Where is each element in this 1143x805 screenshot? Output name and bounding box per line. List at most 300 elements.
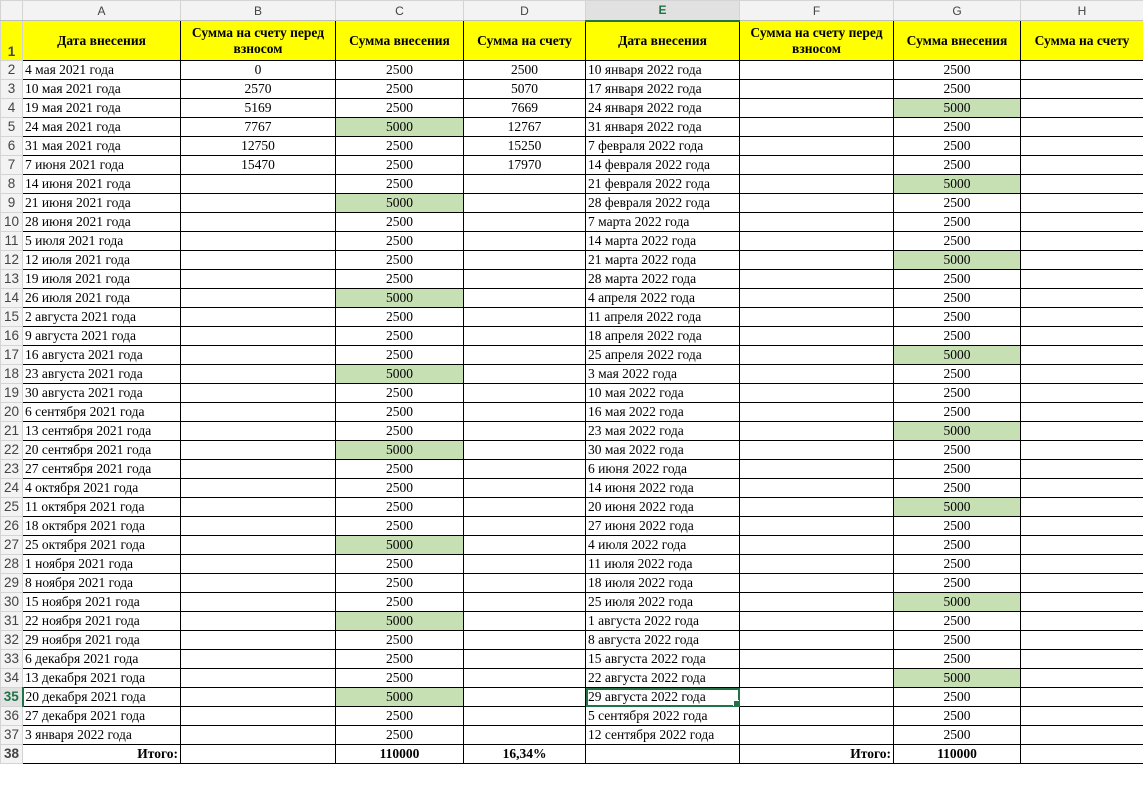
cell-deposit[interactable]: 5000 [336,365,464,384]
cell-deposit[interactable]: 2500 [336,156,464,175]
cell-balance-before[interactable] [740,669,894,688]
cell-date[interactable]: 1 ноября 2021 года [23,555,181,574]
cell-balance[interactable] [1021,270,1143,289]
cell-deposit[interactable]: 5000 [336,441,464,460]
cell-balance[interactable] [464,346,586,365]
active-cell[interactable]: 29 августа 2022 года [586,688,740,707]
cell-deposit[interactable]: 5000 [336,536,464,555]
cell-balance[interactable] [1021,650,1143,669]
column-header-f[interactable]: F [740,1,894,21]
row-number[interactable]: 38 [1,745,23,764]
cell-deposit[interactable]: 2500 [336,460,464,479]
cell-balance[interactable] [1021,726,1143,745]
cell-balance-before[interactable] [740,251,894,270]
cell-date[interactable]: 4 мая 2021 года [23,61,181,80]
cell-deposit[interactable]: 2500 [336,593,464,612]
cell-balance-before[interactable] [740,156,894,175]
total-label[interactable]: Итого: [740,745,894,764]
cell-deposit[interactable]: 5000 [336,289,464,308]
cell-balance-before[interactable] [740,270,894,289]
cell-balance[interactable] [1021,460,1143,479]
column-header-a[interactable]: A [23,1,181,21]
cell-deposit[interactable]: 2500 [336,327,464,346]
cell-balance-before[interactable] [181,479,336,498]
row-number[interactable]: 23 [1,460,23,479]
cell-balance[interactable] [464,232,586,251]
cell-deposit[interactable]: 2500 [336,574,464,593]
cell-balance-before[interactable] [181,270,336,289]
cell-date[interactable]: 29 ноября 2021 года [23,631,181,650]
cell-balance-before[interactable] [181,346,336,365]
cell-balance-before[interactable]: 2570 [181,80,336,99]
cell-deposit[interactable]: 2500 [894,688,1021,707]
cell-deposit[interactable]: 2500 [894,517,1021,536]
cell-deposit[interactable]: 2500 [894,650,1021,669]
cell-balance[interactable] [1021,479,1143,498]
cell-deposit[interactable]: 2500 [894,574,1021,593]
cell-balance-before[interactable] [181,631,336,650]
cell-balance-before[interactable] [181,441,336,460]
cell-balance[interactable] [1021,422,1143,441]
cell-balance-before[interactable] [181,365,336,384]
cell-deposit[interactable]: 2500 [336,270,464,289]
row-number[interactable]: 12 [1,251,23,270]
cell-date[interactable]: 21 марта 2022 года [586,251,740,270]
row-number[interactable]: 21 [1,422,23,441]
cell-balance[interactable] [1021,403,1143,422]
cell-deposit[interactable]: 2500 [894,156,1021,175]
cell-date[interactable]: 8 ноября 2021 года [23,574,181,593]
cell-empty[interactable] [181,745,336,764]
cell-date[interactable]: 18 апреля 2022 года [586,327,740,346]
total-deposit[interactable]: 110000 [894,745,1021,764]
row-number[interactable]: 8 [1,175,23,194]
column-header-e[interactable]: E [586,1,740,21]
cell-balance-before[interactable]: 7767 [181,118,336,137]
cell-balance-before[interactable] [181,517,336,536]
cell-balance[interactable] [1021,289,1143,308]
cell-balance[interactable] [464,498,586,517]
header-cell-d[interactable]: Сумма на счету [464,21,586,61]
cell-balance[interactable] [464,726,586,745]
cell-deposit[interactable]: 2500 [894,327,1021,346]
cell-balance[interactable] [1021,232,1143,251]
cell-deposit[interactable]: 2500 [894,194,1021,213]
cell-balance[interactable] [1021,669,1143,688]
cell-deposit[interactable]: 2500 [894,479,1021,498]
row-number[interactable]: 31 [1,612,23,631]
cell-date[interactable]: 25 июля 2022 года [586,593,740,612]
cell-balance[interactable]: 17970 [464,156,586,175]
cell-balance-before[interactable] [740,80,894,99]
row-number[interactable]: 14 [1,289,23,308]
cell-deposit[interactable]: 2500 [336,479,464,498]
cell-balance-before[interactable] [181,308,336,327]
cell-balance-before[interactable] [181,726,336,745]
cell-balance-before[interactable] [181,460,336,479]
cell-balance-before[interactable] [740,365,894,384]
cell-balance[interactable] [464,422,586,441]
row-number[interactable]: 6 [1,137,23,156]
cell-balance-before[interactable] [740,308,894,327]
cell-deposit[interactable]: 2500 [336,384,464,403]
cell-balance-before[interactable] [181,251,336,270]
cell-date[interactable]: 12 июля 2021 года [23,251,181,270]
cell-balance-before[interactable] [740,327,894,346]
cell-deposit[interactable]: 2500 [894,403,1021,422]
cell-balance[interactable] [464,270,586,289]
cell-balance-before[interactable] [740,688,894,707]
cell-balance-before[interactable] [181,574,336,593]
cell-date[interactable]: 28 июня 2021 года [23,213,181,232]
cell-balance[interactable]: 15250 [464,137,586,156]
row-number[interactable]: 1 [1,21,23,61]
cell-balance[interactable] [464,650,586,669]
column-header-b[interactable]: B [181,1,336,21]
cell-deposit[interactable]: 2500 [894,441,1021,460]
cell-date[interactable]: 31 мая 2021 года [23,137,181,156]
cell-deposit[interactable]: 2500 [894,118,1021,137]
row-number[interactable]: 9 [1,194,23,213]
cell-balance[interactable]: 5070 [464,80,586,99]
cell-date[interactable]: 8 августа 2022 года [586,631,740,650]
row-number[interactable]: 35 [1,688,23,707]
cell-deposit[interactable]: 2500 [336,726,464,745]
cell-deposit[interactable]: 5000 [894,346,1021,365]
cell-balance[interactable] [1021,213,1143,232]
cell-date[interactable]: 15 ноября 2021 года [23,593,181,612]
row-number[interactable]: 22 [1,441,23,460]
header-cell-a[interactable]: Дата внесения [23,21,181,61]
cell-date[interactable]: 23 августа 2021 года [23,365,181,384]
cell-date[interactable]: 3 мая 2022 года [586,365,740,384]
cell-balance-before[interactable]: 12750 [181,137,336,156]
cell-balance[interactable] [1021,251,1143,270]
row-number[interactable]: 28 [1,555,23,574]
row-number[interactable]: 15 [1,308,23,327]
total-percent[interactable]: 16,34% [464,745,586,764]
cell-date[interactable]: 21 июня 2021 года [23,194,181,213]
cell-date[interactable]: 27 июня 2022 года [586,517,740,536]
cell-balance-before[interactable] [740,574,894,593]
cell-balance-before[interactable] [181,213,336,232]
cell-balance[interactable] [1021,194,1143,213]
cell-date[interactable]: 13 сентября 2021 года [23,422,181,441]
cell-deposit[interactable]: 2500 [894,631,1021,650]
cell-date[interactable]: 27 декабря 2021 года [23,707,181,726]
cell-deposit[interactable]: 5000 [336,118,464,137]
row-number[interactable]: 19 [1,384,23,403]
cell-date[interactable]: 31 января 2022 года [586,118,740,137]
select-all-corner[interactable] [1,1,23,21]
cell-balance-before[interactable]: 5169 [181,99,336,118]
cell-balance-before[interactable] [740,403,894,422]
total-deposit[interactable]: 110000 [336,745,464,764]
cell-deposit[interactable]: 2500 [894,213,1021,232]
cell-balance[interactable]: 12767 [464,118,586,137]
cell-date[interactable]: 16 мая 2022 года [586,403,740,422]
cell-balance[interactable] [1021,707,1143,726]
cell-date[interactable]: 6 сентября 2021 года [23,403,181,422]
cell-deposit[interactable]: 2500 [894,726,1021,745]
row-number[interactable]: 20 [1,403,23,422]
cell-balance[interactable] [464,517,586,536]
cell-balance[interactable] [464,441,586,460]
cell-date[interactable]: 15 августа 2022 года [586,650,740,669]
cell-balance-before[interactable] [181,612,336,631]
cell-balance[interactable] [1021,555,1143,574]
cell-date[interactable]: 18 июля 2022 года [586,574,740,593]
cell-balance-before[interactable] [740,650,894,669]
cell-date[interactable]: 5 сентября 2022 года [586,707,740,726]
cell-date[interactable]: 28 марта 2022 года [586,270,740,289]
cell-balance-before[interactable] [181,669,336,688]
cell-empty[interactable] [586,745,740,764]
cell-balance[interactable] [464,574,586,593]
cell-balance-before[interactable] [181,498,336,517]
cell-deposit[interactable]: 2500 [336,80,464,99]
cell-balance-before[interactable] [181,403,336,422]
cell-date[interactable]: 10 мая 2022 года [586,384,740,403]
cell-date[interactable]: 7 июня 2021 года [23,156,181,175]
cell-date[interactable]: 19 мая 2021 года [23,99,181,118]
cell-balance[interactable] [464,669,586,688]
cell-deposit[interactable]: 2500 [336,403,464,422]
cell-date[interactable]: 16 августа 2021 года [23,346,181,365]
header-cell-g[interactable]: Сумма внесения [894,21,1021,61]
cell-balance-before[interactable] [181,175,336,194]
cell-balance[interactable] [1021,593,1143,612]
cell-deposit[interactable]: 2500 [894,270,1021,289]
cell-deposit[interactable]: 5000 [894,251,1021,270]
cell-date[interactable]: 25 апреля 2022 года [586,346,740,365]
cell-balance-before[interactable] [740,498,894,517]
cell-deposit[interactable]: 2500 [336,707,464,726]
row-number[interactable]: 29 [1,574,23,593]
cell-deposit[interactable]: 2500 [336,631,464,650]
cell-date[interactable]: 17 января 2022 года [586,80,740,99]
row-number[interactable]: 26 [1,517,23,536]
cell-balance[interactable] [464,593,586,612]
cell-balance[interactable] [1021,517,1143,536]
cell-balance-before[interactable] [740,175,894,194]
cell-date[interactable]: 19 июля 2021 года [23,270,181,289]
column-header-h[interactable]: H [1021,1,1143,21]
cell-balance-before[interactable] [740,346,894,365]
cell-deposit[interactable]: 2500 [336,61,464,80]
cell-deposit[interactable]: 5000 [894,669,1021,688]
cell-balance[interactable] [464,365,586,384]
cell-deposit[interactable]: 2500 [894,460,1021,479]
cell-balance[interactable] [1021,118,1143,137]
cell-balance-before[interactable] [740,194,894,213]
row-number[interactable]: 16 [1,327,23,346]
cell-balance[interactable] [1021,536,1143,555]
cell-date[interactable]: 22 ноября 2021 года [23,612,181,631]
cell-balance[interactable] [1021,688,1143,707]
cell-balance-before[interactable] [740,61,894,80]
cell-date[interactable]: 2 августа 2021 года [23,308,181,327]
cell-balance[interactable] [464,612,586,631]
cell-date[interactable]: 20 июня 2022 года [586,498,740,517]
cell-balance-before[interactable] [181,194,336,213]
row-number[interactable]: 3 [1,80,23,99]
cell-balance[interactable] [1021,327,1143,346]
cell-balance-before[interactable] [740,593,894,612]
cell-balance-before[interactable] [181,688,336,707]
cell-date[interactable]: 10 января 2022 года [586,61,740,80]
header-cell-h[interactable]: Сумма на счету [1021,21,1143,61]
cell-date[interactable]: 24 мая 2021 года [23,118,181,137]
cell-balance[interactable] [464,707,586,726]
cell-balance-before[interactable] [740,555,894,574]
cell-balance-before[interactable] [740,707,894,726]
row-number[interactable]: 32 [1,631,23,650]
cell-balance-before[interactable] [181,289,336,308]
cell-empty[interactable] [1021,745,1143,764]
cell-date[interactable]: 20 сентября 2021 года [23,441,181,460]
cell-balance[interactable] [464,213,586,232]
cell-date[interactable]: 23 мая 2022 года [586,422,740,441]
cell-deposit[interactable]: 2500 [336,669,464,688]
cell-date[interactable]: 14 февраля 2022 года [586,156,740,175]
header-cell-f[interactable]: Сумма на счету перед взносом [740,21,894,61]
cell-balance-before[interactable] [181,536,336,555]
cell-deposit[interactable]: 2500 [894,232,1021,251]
cell-deposit[interactable]: 5000 [336,688,464,707]
cell-date[interactable]: 22 августа 2022 года [586,669,740,688]
row-number[interactable]: 4 [1,99,23,118]
row-number[interactable]: 18 [1,365,23,384]
cell-date[interactable]: 3 января 2022 года [23,726,181,745]
cell-balance[interactable] [464,308,586,327]
cell-deposit[interactable]: 2500 [336,137,464,156]
header-cell-e[interactable]: Дата внесения [586,21,740,61]
cell-date[interactable]: 12 сентября 2022 года [586,726,740,745]
cell-deposit[interactable]: 2500 [336,213,464,232]
row-number[interactable]: 24 [1,479,23,498]
cell-deposit[interactable]: 2500 [336,346,464,365]
row-number[interactable]: 11 [1,232,23,251]
cell-balance-before[interactable] [740,631,894,650]
cell-deposit[interactable]: 2500 [894,707,1021,726]
cell-deposit[interactable]: 5000 [336,612,464,631]
cell-balance[interactable] [1021,308,1143,327]
cell-deposit[interactable]: 2500 [336,517,464,536]
cell-date[interactable]: 30 мая 2022 года [586,441,740,460]
cell-balance-before[interactable] [181,593,336,612]
cell-balance-before[interactable] [740,726,894,745]
cell-balance[interactable] [1021,61,1143,80]
row-number[interactable]: 34 [1,669,23,688]
cell-deposit[interactable]: 2500 [336,251,464,270]
row-number[interactable]: 33 [1,650,23,669]
cell-date[interactable]: 14 марта 2022 года [586,232,740,251]
cell-date[interactable]: 27 сентября 2021 года [23,460,181,479]
cell-balance[interactable]: 7669 [464,99,586,118]
total-label[interactable]: Итого: [23,745,181,764]
cell-balance[interactable] [1021,156,1143,175]
cell-balance[interactable] [464,289,586,308]
cell-deposit[interactable]: 2500 [336,175,464,194]
cell-balance-before[interactable] [740,232,894,251]
cell-balance-before[interactable] [181,232,336,251]
cell-date[interactable]: 6 декабря 2021 года [23,650,181,669]
cell-date[interactable]: 24 января 2022 года [586,99,740,118]
cell-balance[interactable] [464,479,586,498]
cell-balance[interactable] [1021,631,1143,650]
cell-date[interactable]: 13 декабря 2021 года [23,669,181,688]
header-cell-b[interactable]: Сумма на счету перед взносом [181,21,336,61]
cell-date[interactable]: 7 марта 2022 года [586,213,740,232]
cell-balance-before[interactable] [740,137,894,156]
cell-balance[interactable] [464,251,586,270]
cell-deposit[interactable]: 2500 [336,422,464,441]
cell-balance-before[interactable] [740,517,894,536]
cell-balance[interactable] [1021,346,1143,365]
cell-balance[interactable] [464,460,586,479]
cell-deposit[interactable]: 2500 [336,308,464,327]
cell-date[interactable]: 10 мая 2021 года [23,80,181,99]
cell-balance-before[interactable]: 0 [181,61,336,80]
cell-balance[interactable] [1021,441,1143,460]
cell-balance[interactable] [1021,574,1143,593]
row-number[interactable]: 7 [1,156,23,175]
cell-deposit[interactable]: 2500 [336,99,464,118]
cell-balance[interactable]: 2500 [464,61,586,80]
cell-date[interactable]: 4 апреля 2022 года [586,289,740,308]
column-header-g[interactable]: G [894,1,1021,21]
column-header-c[interactable]: C [336,1,464,21]
cell-balance-before[interactable] [740,289,894,308]
cell-balance-before[interactable] [740,422,894,441]
cell-balance-before[interactable] [740,612,894,631]
cell-deposit[interactable]: 5000 [336,194,464,213]
cell-balance-before[interactable] [181,422,336,441]
cell-date[interactable]: 9 августа 2021 года [23,327,181,346]
cell-deposit[interactable]: 2500 [894,612,1021,631]
cell-date[interactable]: 14 июня 2022 года [586,479,740,498]
cell-deposit[interactable]: 5000 [894,498,1021,517]
cell-balance[interactable] [1021,99,1143,118]
cell-deposit[interactable]: 2500 [894,365,1021,384]
cell-date[interactable]: 7 февраля 2022 года [586,137,740,156]
cell-balance[interactable] [1021,498,1143,517]
cell-balance-before[interactable] [740,118,894,137]
row-number[interactable]: 17 [1,346,23,365]
cell-date[interactable]: 11 апреля 2022 года [586,308,740,327]
cell-deposit[interactable]: 2500 [336,650,464,669]
row-number[interactable]: 13 [1,270,23,289]
row-number[interactable]: 2 [1,61,23,80]
cell-balance[interactable] [464,194,586,213]
cell-deposit[interactable]: 2500 [894,61,1021,80]
cell-balance-before[interactable] [181,650,336,669]
cell-balance[interactable] [464,384,586,403]
column-header-d[interactable]: D [464,1,586,21]
row-number[interactable]: 30 [1,593,23,612]
row-number[interactable]: 36 [1,707,23,726]
cell-balance-before[interactable] [740,536,894,555]
header-cell-c[interactable]: Сумма внесения [336,21,464,61]
cell-balance[interactable] [464,327,586,346]
cell-date[interactable]: 6 июня 2022 года [586,460,740,479]
cell-date[interactable]: 1 августа 2022 года [586,612,740,631]
cell-balance-before[interactable] [740,441,894,460]
cell-balance[interactable] [1021,175,1143,194]
cell-deposit[interactable]: 2500 [894,536,1021,555]
cell-date[interactable]: 21 февраля 2022 года [586,175,740,194]
